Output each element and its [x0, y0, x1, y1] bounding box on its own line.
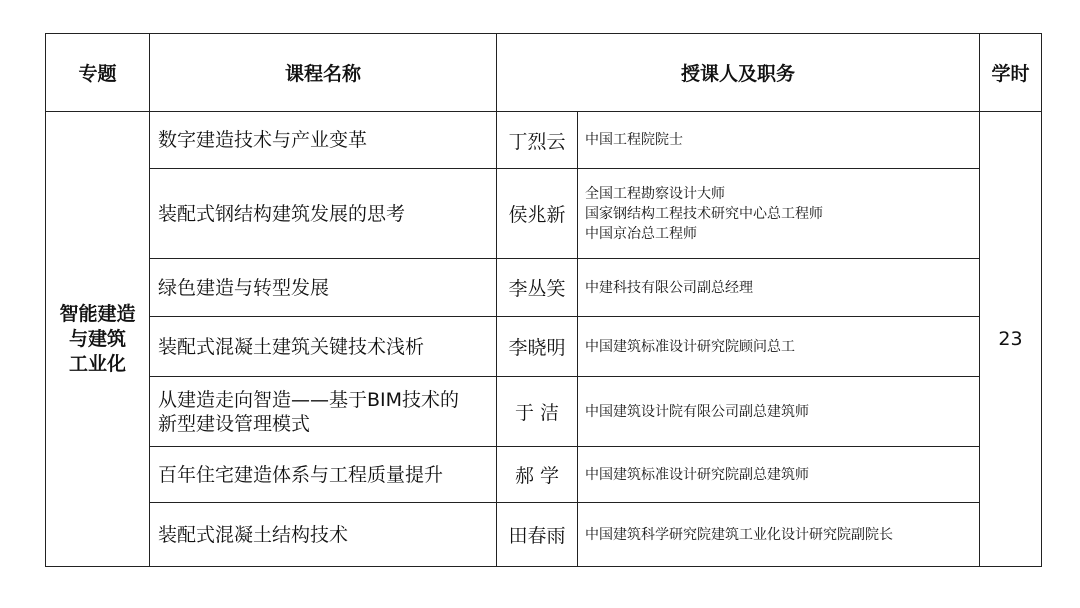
lecturer-position-cell — [578, 447, 980, 503]
position-line: 国家钢结构工程技术研究中心总工程师 — [585, 205, 823, 222]
lecturer-position-cell — [578, 112, 980, 169]
position-line: 中国建筑标准设计研究院顾问总工 — [585, 338, 795, 355]
header-lecturer: 授课人及职务 — [497, 34, 980, 112]
lecturer-name: 丁烈云 — [497, 112, 578, 169]
position-line: 中国工程院院士 — [585, 132, 683, 148]
lecturer-name: 郝 学 — [497, 447, 578, 503]
course-line: 新型建设管理模式 — [158, 412, 311, 435]
course-line: 百年住宅建造体系与工程质量提升 — [158, 463, 444, 486]
header-row — [46, 34, 1042, 112]
lecturer-position-cell — [578, 377, 980, 447]
table-row — [46, 259, 1042, 317]
topic-line: 与建筑 — [68, 327, 126, 350]
table-row — [46, 377, 1042, 447]
lecturer-name: 李丛笑 — [497, 259, 578, 317]
position-line: 中建科技有限公司副总经理 — [585, 279, 753, 296]
topic-cell — [46, 112, 150, 567]
course-cell — [150, 259, 497, 317]
position-line: 中国建筑科学研究院建筑工业化设计研究院副院长 — [585, 526, 893, 543]
lecturer-position-cell — [578, 317, 980, 377]
hours-cell: 23 — [980, 112, 1042, 567]
course-cell — [150, 447, 497, 503]
table-row — [46, 447, 1042, 503]
lecturer-name: 李晓明 — [497, 317, 578, 377]
course-cell — [150, 377, 497, 447]
course-cell — [150, 317, 497, 377]
course-line: 装配式混凝土结构技术 — [158, 523, 349, 546]
course-line: 从建造走向智造——基于BIM技术的 — [158, 388, 460, 411]
header-hours: 学时 — [980, 34, 1042, 112]
header-topic: 专题 — [46, 34, 150, 112]
lecturer-position-cell — [578, 503, 980, 567]
lecturer-name: 于 洁 — [497, 377, 578, 447]
course-schedule-table — [45, 33, 1042, 567]
table-row — [46, 317, 1042, 377]
table-row — [46, 503, 1042, 567]
lecturer-position-cell — [578, 259, 980, 317]
course-line: 绿色建造与转型发展 — [158, 276, 330, 299]
course-line: 装配式混凝土建筑关键技术浅析 — [158, 335, 425, 358]
table-row — [46, 169, 1042, 259]
position-line: 全国工程勘察设计大师 — [585, 185, 725, 202]
lecturer-name: 侯兆新 — [497, 169, 578, 259]
position-line: 中国京冶总工程师 — [585, 225, 697, 242]
course-cell — [150, 503, 497, 567]
topic-line: 智能建造 — [59, 302, 136, 325]
course-line: 装配式钢结构建筑发展的思考 — [158, 202, 406, 225]
position-line: 中国建筑标准设计研究院副总建筑师 — [585, 466, 809, 483]
lecturer-position-cell — [578, 169, 980, 259]
topic-line: 工业化 — [68, 352, 126, 375]
course-cell — [150, 112, 497, 169]
course-cell — [150, 169, 497, 259]
position-line: 中国建筑设计院有限公司副总建筑师 — [585, 403, 809, 420]
table-row — [46, 112, 1042, 169]
course-line: 数字建造技术与产业变革 — [158, 129, 368, 151]
lecturer-name: 田春雨 — [497, 503, 578, 567]
header-course: 课程名称 — [150, 34, 497, 112]
